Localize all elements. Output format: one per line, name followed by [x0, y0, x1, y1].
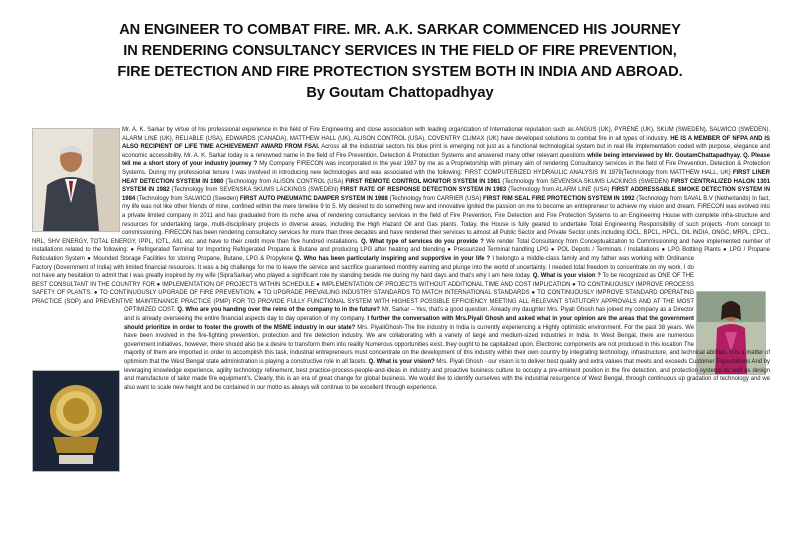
milestone-1982-tech: (Technology from SEVENSKA SKUMS LACKINGS (SWEDEN) [169, 187, 341, 194]
milestone-1983: FIRST RATE OF RESPONSE DETECTION SYSTEM IN 1983 [340, 187, 507, 194]
answer-7: Mrs. Piyali Ghosh - our vision is to deliver best quality and extra values that meets and exceeds Customer Expectations And by leveraging knowledge experience, agility technology refinement, best practice-process-people-and-ideas in industry and proactive business culture to occupy a pre-eminent position in the fire detection, and protection systems as well as design and manufacture of tailor made fire equipment's. Clearly, this is an era of great change for global business. We would like to identify ourselves with the industrial resurgence of West Bengal, through continuous up gradation of technology and we also want to scale new height and be contained in our motto as always will continue to be excellent through experience. [124, 359, 770, 391]
headline-block [12, 20, 788, 104]
question-5: Q. Who are you handing over the reins of the company to in the future? [177, 307, 381, 314]
byline: By Goutam Chattopadhyay [306, 85, 494, 101]
answer-2: We render Total Consultancy from Conceptualization to Commissioning and have implemented number of installations related to the following: ● Refrigerated Terminal for Importing Refrigerated Propane & Butane and producing LPG after heating and blending ● Pressurized Terminal handling LPG ● POL Depots / Terminals / Installations ● LPG Bottling Plants ● LPG / Propane Reticulation System ● Mounded Storage Facilities for storing Propane, Butane, LPG & Propylene [32, 238, 770, 262]
headline-line-1: AN ENGINEER TO COMBAT FIRE. MR. A.K. SARKAR COMMENCED HIS JOURNEY [119, 22, 681, 38]
milestone-1982: FIRST CENTRALIZED HALON 1301 SYSTEM IN 1982 [122, 178, 771, 194]
milestone-1983-tech: (Technology from ALARM LINE (USA) [506, 187, 612, 194]
milestone-1984-tech: (Technology from SALWICO (Sweden) [135, 195, 240, 202]
milestone-1984: FIRST ADDRESSABLE SMOKE DETECTION SYSTEM IN 1984 [122, 187, 770, 202]
milestone-1988-tech: (Technology from CARRIER (USA) [387, 195, 483, 202]
milestone-1992: FIRST RIM SEAL FIRE PROTECTION SYSTEM IN 1992 [483, 195, 635, 202]
question-7: Q. What is your vision? [368, 359, 435, 366]
question-2: Q. What type of services do you provide ? [361, 238, 484, 245]
milestone-1981: FIRST REMOTE CONTROL MONITOR SYSTEM IN 1981 [345, 178, 501, 185]
article-body [32, 126, 770, 526]
milestone-1988: FIRST AUTO PNEUMATIC DAMPER SYSTEM IN 1988 [239, 195, 388, 202]
answer-1-continued: (Technology from SAVAL B.V (Netherlands) In fact, my life was not like other friends of mine, confined within the mere timeline 9 to 5. My desired to do something new and innovative ignited the passion on me to become an entrepreneur to achieve my vision and dream. FIRECON was evolved into a private limited company in 2011 and has graduated from its niche area of rendering consultancy services in the field of Fire Prevention, Fire Detection and Fire Protection Systems to an Engineering House with complete infra-structure and resources for undertaking large, multi-disciplinary projects in diverse areas, including the High Hazard Oil and Gas plants. Today, the House is fully geared to undertake Total Engineering Responsibility of such projects -from concept to commissioning. FIRECON has been rendering consultancy services for more than three decades and have rendered their services to almost all Public Sector and Private Sector units including IOCL, BPCL, HPCL, OIL INDIA, ONGC, MRPL, CPCL, NRL, SHV ENERGY, TOTAL ENERGY, IPPL, IOTL, AIIL etc. and have to their credit more than five hundred installations. [32, 195, 771, 245]
milestone-1981-tech: (Technology from SEVENSKA SKUMS LACKINGS (SWEDEN) [500, 178, 671, 185]
milestone-1980-tech: (Technology from ALISON CONTROL (USA) [223, 178, 346, 185]
milestone-1980: FIRST LINER HEAT DETECTION SYSTEM IN 1980 [122, 169, 770, 185]
question-3: Q. Who has been particularly inspiring and supportive in your life ? [295, 255, 491, 262]
question-1: while being interviewed by Mr. GoutamChattapadhyay. Q. Please tell me a short story of your industry journey ? [122, 152, 770, 168]
article-intro: Mr. A. K. Sarkar by virtue of his professional experience in the field of Fire Engineering and close association with leading organization of International reputation such as ANGUS (UK), PYRENE (UK), SKUM (SWEDEN), SALWICO (SWEDEN), ALARM LINE (UK), RELIABLE (USA), EDWARDS (CANADA), MATTHEW HALL (UK), ALISON CONTROL (USA), COVENTRY CLIMAX (UK) have developed solutions to combat fire in all types of industry. [122, 127, 770, 142]
article-intro-highlight: HE IS A MEMBER OF NFPA AND IS ALSO RECIPIENT OF LIFE TIME ACHIEVEMENT AWARD FROM FSAI. [122, 135, 770, 151]
photo-spacer-right [698, 255, 770, 341]
article-intro-continued: Across all the industrial sectors his blue print is emerging not just as a functional technological system but in real life implementation coded with purpose, elegance and economic accessibility. Mr. A. K. Sarkar today is a renowned name in the field of Fire Prevention, Detection & Protection Systems and answered many other relevant questions [122, 144, 770, 159]
photo-spacer-left-top [32, 126, 122, 232]
answer-3: I belongto a middle-class family and my father was working with Ordinance Factory (Government of India) with limited financial resources. It was a big challenge for me to leave the service and sacrifice guaranteed monthly earning and plunge into the world of uncertainty. I needed total freedom to concentrate on my work. I do not have any hesitation to admit that I was greatly inspired by my wife (SipraSarkar) who played a significant role by standing beside me during my hard days and that's why I am here today. [32, 255, 694, 280]
question-6: I further the conversation with Mrs.Piyali Ghosh and asked what in your opinion are the areas that the government should prioritize in order to foster the growth of the MSME industry in our state? [124, 316, 694, 331]
headline-line-2: IN RENDERING CONSULTANCY SERVICES IN THE FIELD OF FIRE PREVENTION, [123, 43, 677, 59]
answer-4: To be recognized as ONE OF THE BEST CONSULTANT IN THE COUNTRY FOR ● IMPLEMENTATION OF PROJECTS WITHIN SCHEDULE ● IMPLEMENTATION OF PROJECTS WITHOUT ADDITIONAL TIME AND COST IMPLICATION ● TO CONTINUOUSLY IMPROVE PROCESS SAFETY OF PLANTS. ● TO CONTINUOUSLY UPGRADE OF FIRE PREVENTION. ● TO UPGRADE PREVAILING INDUSTRY STANDARDS TO MATCH INTERNATIONAL STANDARDS ● TO CONTINUOUSLY IMPROVE STANDARD OPERATING PRACTICE (SOP) and PREVENTIVE MAINTENANCE PRACTICE (PMP) FOR TO PROVIDE FULLY FUNCTIONAL SYSTEM WITH HIGHEST POSSIBLE EFFICIENCY MEETING ALL RELEVANT STATUTORY APPROVALS AND AT THE MOST OPTIMIZED COST. [32, 273, 695, 314]
answer-6: Mrs. PiyaliGhosh-The fire industry in India is currently experiencing a Highly optimistic environment. For the past 38 years. We have been involved in the fire-fighting prevention, protection and fire detection industry. We are collaborating with a variety of large and medium-sized industries in India. In West Bengal, there are numerous government initiatives, however, there should also be a desire to transform them into reality Numerous opportunities exist, they ought to be capitalized upon. Electronic components are not produced in this location The majority of them are imported in order to accomplish this task, industrial entrepreneurs must concentrate on the development of this industry within their own country by integrating technology, infrastructure, and technical abilities. It is a matter of optimism that the West Bengal state administration is playing a constructive role in all facets. [124, 324, 770, 366]
photo-spacer-left-bottom [32, 306, 124, 410]
headline-line-3: FIRE DETECTION AND FIRE PROTECTION SYSTEM BOTH IN INDIA AND ABROAD. [117, 64, 683, 80]
question-4: Q. What is your vision ? [532, 273, 601, 280]
answer-5: Mr. Sarkar – Yes, that's a good question. Already my daughter Mrs. Piyali Ghosh has joined my company as a Director and is already overseeing the entire financial aspects day to day operation of my company. [124, 307, 694, 323]
answer-1: My Company FIRECON was incorporated in the year 1987 by me as a Proprietorship with primary aim of rendering Consultancy services in the field of Fire Prevention, Detection & Protection Systems. During my professional tenure I was involved in introducing new technologies and was associated with the following: FIRST COMPUTERIZED HYDRAULIC ANALYSIS IN 1979(Technology from MATTHEW HALL, UK) [122, 161, 771, 176]
